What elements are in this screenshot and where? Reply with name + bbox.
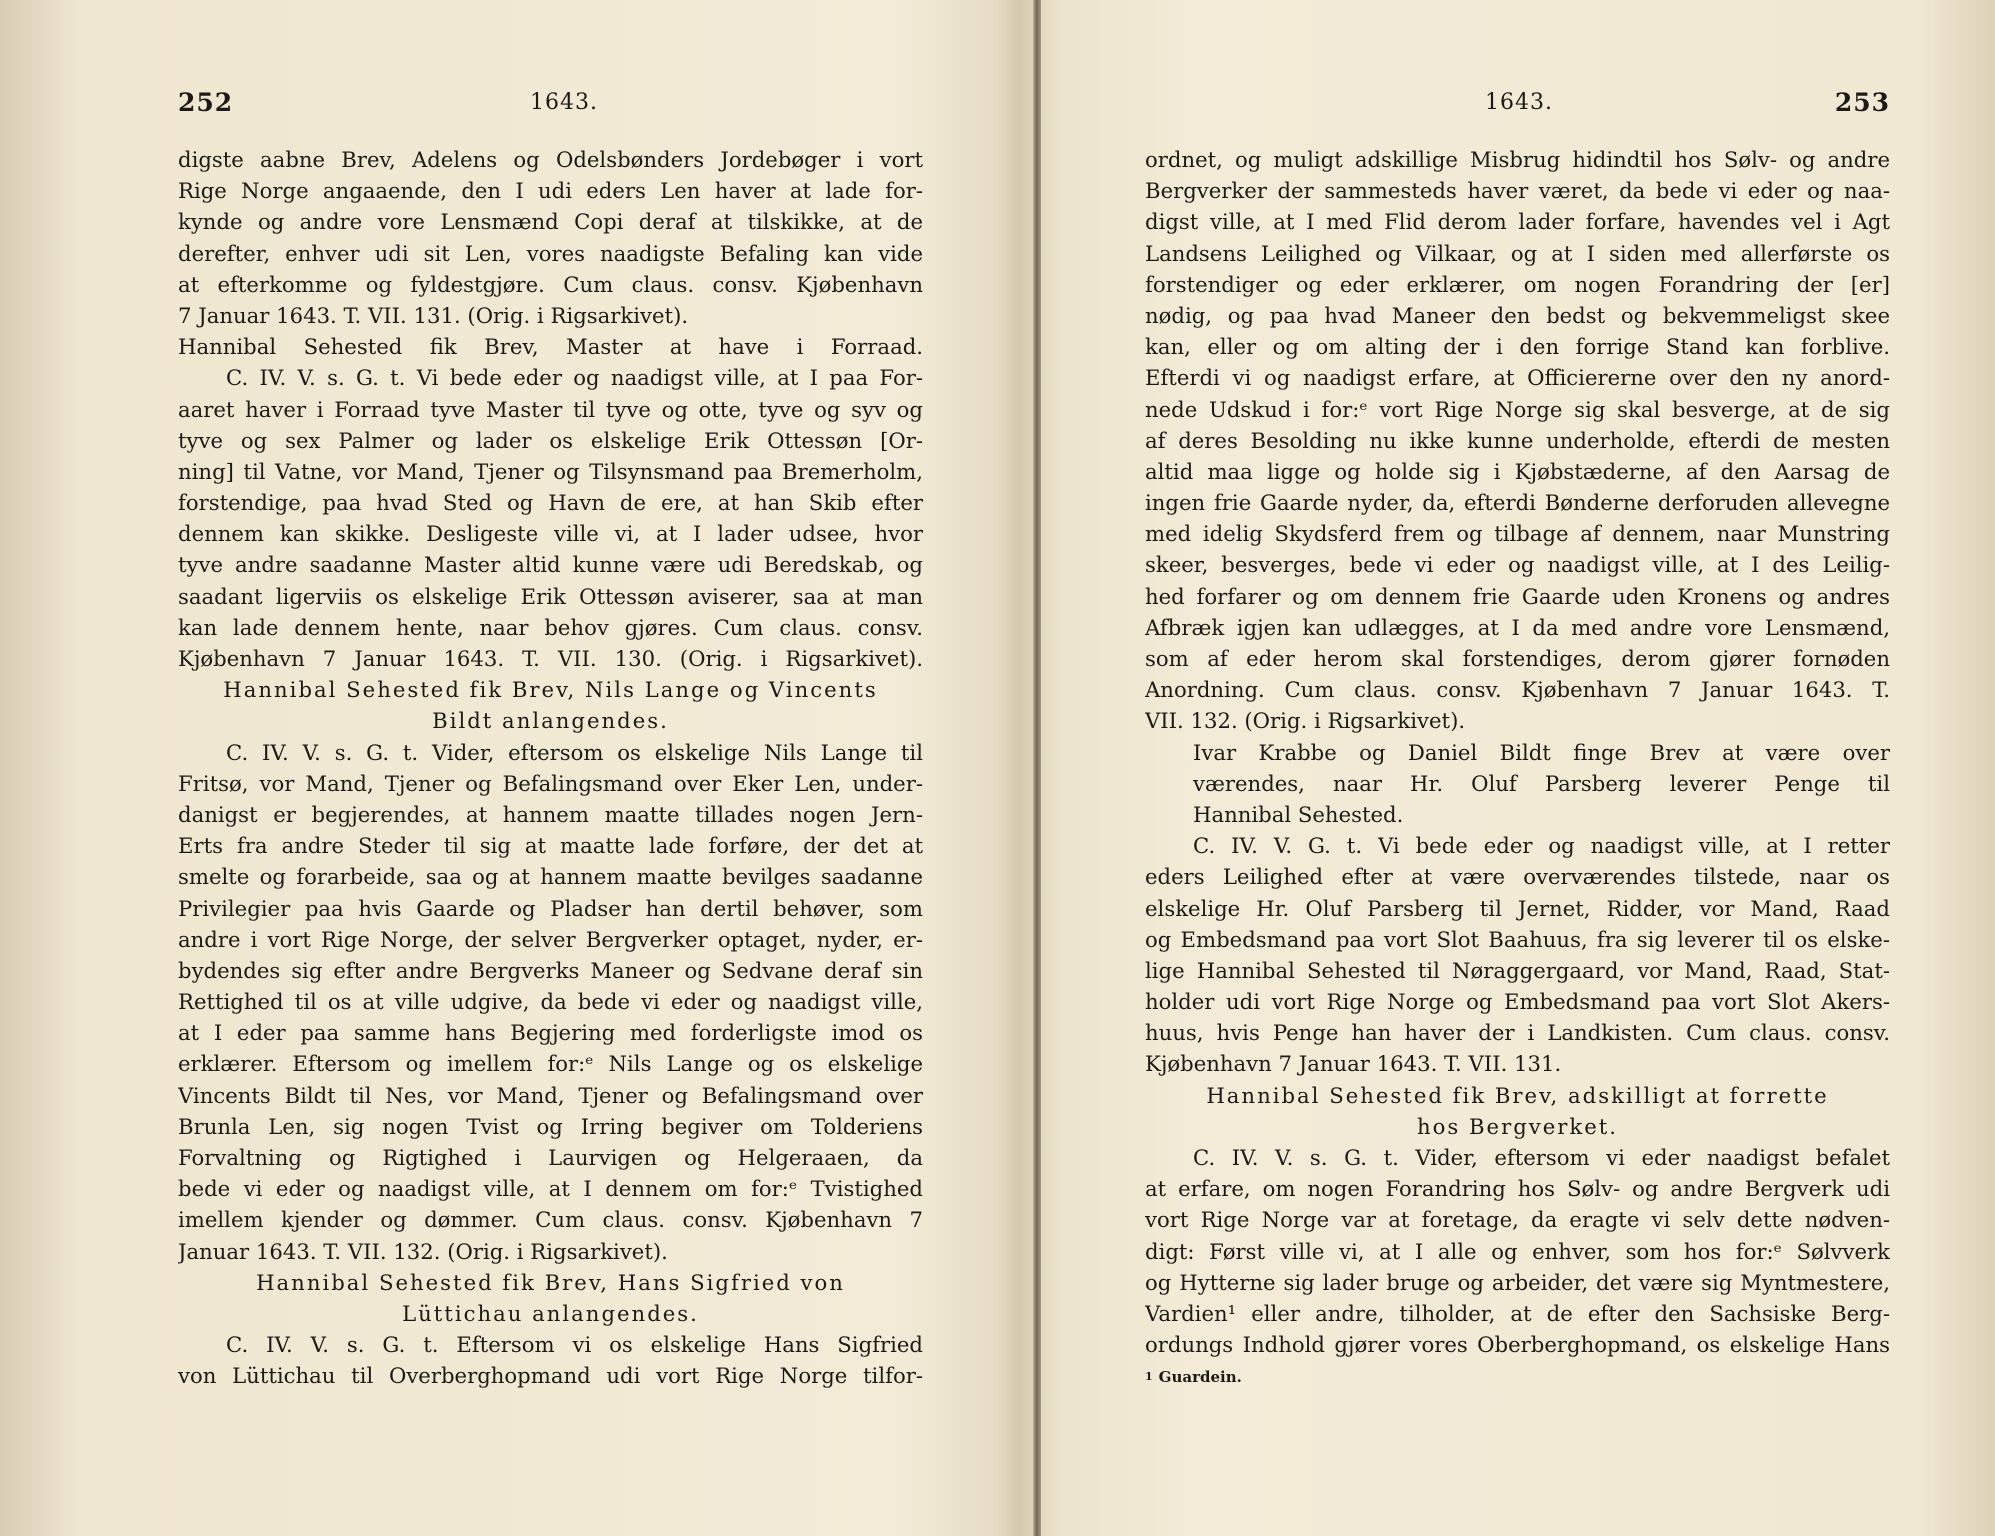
text-line: bede vi eder og naadigst ville, at I dennem om for:ᵉ Tvistighed <box>178 1176 923 1202</box>
text-line: Bergverker der sammesteds haver været, da bede vi eder og naa- <box>1145 178 1890 204</box>
text-line: med idelig Skydsferd frem og tilbage af dennem, naar Munstring <box>1145 521 1890 547</box>
text-line: og Hytterne sig lader bruge og arbeider, det være sig Myntmestere, <box>1145 1269 1890 1295</box>
text-line: derefter, enhver udi sit Len, vores naadigste Befaling kan vide <box>178 240 923 266</box>
text-line: Rettighed til os at ville udgive, da bede vi eder og naadigst ville, <box>178 989 923 1015</box>
text-line: smelte og forarbeide, saa og at hannem maatte bevilges saadanne <box>178 864 923 890</box>
text-line: C. IV. V. s. G. t. Vi bede eder og naadigst ville, at I paa For- <box>226 365 923 391</box>
right-page-text <box>1145 144 1890 1388</box>
text-line: eders Leilighed efter at være overværendes tilstede, naar os <box>1145 864 1890 890</box>
text-line: skeer, besverges, bede vi eder og naadigst ville, at I des Leilig- <box>1145 552 1890 578</box>
text-line: elskelige Hr. Oluf Parsberg til Jernet, Ridder, vor Mand, Raad <box>1145 895 1890 921</box>
text-line: Hannibal Sehested fik Brev, adskilligt at forrette <box>1206 1082 1829 1108</box>
footnote <box>1145 1366 1890 1388</box>
text-line: værendes, naar Hr. Oluf Parsberg leverer Penge til <box>1193 770 1890 796</box>
text-line: kynde og andre vore Lensmænd Copi deraf at tilskikke, at de <box>178 209 923 235</box>
right-page <box>1145 0 1890 1536</box>
text-line: C. IV. V. G. t. Vi bede eder og naadigst ville, at I retter <box>1193 833 1890 859</box>
text-line: saadant ligerviis os elskelige Erik Ottessøn aviserer, saa at man <box>178 583 923 609</box>
text-line: aaret haver i Forraad tyve Master til tyve og otte, tyve og syv og <box>178 396 923 422</box>
text-line: Januar 1643. T. VII. 132. (Orig. i Rigsarkivet). <box>178 1238 668 1264</box>
text-line: Afbræk igjen kan udlægges, at I da med andre vore Lensmænd, <box>1145 614 1890 640</box>
text-line: kan lade dennem hente, naar behov gjøres. Cum claus. consv. <box>178 614 923 640</box>
text-line: og Embedsmand paa vort Slot Baahuus, fra sig leverer til os elske- <box>1145 926 1890 952</box>
text-line: at efterkomme og fyldestgjøre. Cum claus. consv. Kjøbenhavn <box>178 271 923 297</box>
text-line: nede Udskud i for:ᵉ vort Rige Norge sig skal besverge, at de sig <box>1145 396 1890 422</box>
text-line: nødig, og paa hvad Maneer den bedst og bekvemmeligst skee <box>1145 302 1890 328</box>
text-line: Landsens Leilighed og Vilkaar, og at I siden med allerførste os <box>1145 240 1890 266</box>
text-line: Vincents Bildt til Nes, vor Mand, Tjener og Befalingsmand over <box>178 1082 923 1108</box>
text-line: Anordning. Cum claus. consv. Kjøbenhavn 7 Januar 1643. T. <box>1145 677 1890 703</box>
text-line: Privilegier paa hvis Gaarde og Pladser han dertil behøver, som <box>178 895 923 921</box>
text-line: forstendige, paa hvad Sted og Havn de ere, at han Skib efter <box>178 490 923 516</box>
text-line: Ivar Krabbe og Daniel Bildt finge Brev at være over <box>1193 739 1890 765</box>
text-line: ordungs Indhold gjører vores Oberberghopmand, os elskelige Hans <box>1145 1332 1890 1358</box>
right-running-head <box>1145 88 1890 122</box>
text-line: ingen frie Gaarde nyder, da, efterdi Bønderne derforuden allevegne <box>1145 490 1890 516</box>
text-line: dennem kan skikke. Desligeste ville vi, at I lader udsee, hvor <box>178 521 923 547</box>
text-line: altid maa ligge og holde sig i Kjøbstæderne, af den Aarsag de <box>1145 458 1890 484</box>
text-line: danigst er begjerendes, at hannem maatte tillades nogen Jern- <box>178 801 923 827</box>
text-line: von Lüttichau til Overberghopmand udi vort Rige Norge tilfor- <box>178 1363 923 1389</box>
text-line: VII. 132. (Orig. i Rigsarkivet). <box>1145 708 1466 734</box>
left-page <box>178 0 923 1536</box>
left-running-year: 1643. <box>530 90 598 115</box>
text-line: C. IV. V. s. G. t. Eftersom vi os elskelige Hans Sigfried <box>226 1332 923 1358</box>
left-page-number: 252 <box>178 88 234 117</box>
text-line: bydendes sig efter andre Bergverks Maneer og Sedvane deraf sin <box>178 957 923 983</box>
text-line: Hannibal Sehested fik Brev, Nils Lange og Vincents <box>223 677 878 703</box>
right-page-number: 253 <box>1834 88 1890 117</box>
text-line: tyve og sex Palmer og lader os elskelige Erik Ottessøn [Or- <box>178 427 923 453</box>
text-line: forstendiger og eder erklærer, om nogen Forandring der [er] <box>1145 271 1890 297</box>
left-running-head <box>178 88 923 122</box>
left-page-text <box>178 144 923 1392</box>
text-line: Lüttichau anlangendes. <box>402 1300 699 1326</box>
text-line: ordnet, og muligt adskillige Misbrug hidindtil hos Sølv- og andre <box>1145 147 1890 172</box>
text-line: Hannibal Sehested. <box>1193 801 1404 827</box>
text-line: Forvaltning og Rigtighed i Laurvigen og Helgeraaen, da <box>178 1145 923 1170</box>
text-line: holder udi vort Rige Norge og Embedsmand paa vort Slot Akers- <box>1145 989 1890 1015</box>
text-line: at erfare, om nogen Forandring hos Sølv- og andre Bergverk udi <box>1145 1176 1890 1202</box>
text-line: C. IV. V. s. G. t. Vider, eftersom vi eder naadigst befalet <box>1193 1145 1890 1170</box>
text-line: Fritsø, vor Mand, Tjener og Befalingsmand over Eker Len, under- <box>178 770 923 796</box>
text-line: Brunla Len, sig nogen Tvist og Irring begiver om Tolderiens <box>178 1113 923 1139</box>
text-line: tyve andre saadanne Master altid kunne være udi Beredskab, og <box>178 552 923 578</box>
text-line: af deres Besolding nu ikke kunne underholde, efterdi de mesten <box>1145 427 1890 453</box>
text-line: ning] til Vatne, vor Mand, Tjener og Tilsynsmand paa Bremerholm, <box>178 458 923 484</box>
text-line: Vardien¹ eller andre, tilholder, at de efter den Sachsiske Berg- <box>1145 1300 1890 1326</box>
text-line: at I eder paa samme hans Begjering med forderligste imod os <box>178 1020 923 1046</box>
text-line: kan, eller og om alting der i den forrige Stand kan forblive. <box>1145 334 1890 360</box>
text-line: Efterdi vi og naadigst erfare, at Officiererne over den ny anord- <box>1145 365 1890 391</box>
text-line: erklærer. Eftersom og imellem for:ᵉ Nils Lange og os elskelige <box>178 1051 923 1077</box>
text-line: Kjøbenhavn 7 Januar 1643. T. VII. 131. <box>1145 1051 1562 1077</box>
text-line: digst ville, at I med Flid derom lader forfare, havendes vel i Agt <box>1145 209 1890 235</box>
text-line: som af eder herom skal forstendiges, derom gjører fornøden <box>1145 646 1890 671</box>
text-line: Hannibal Sehested fik Brev, Master at have i Forraad. <box>178 334 923 360</box>
book-gutter <box>1033 0 1041 1536</box>
text-line: Rige Norge angaaende, den I udi eders Len haver at lade for- <box>178 178 923 204</box>
text-line: vort Rige Norge var at foretage, da eragte vi selv dette nødven- <box>1145 1207 1890 1233</box>
text-line: 7 Januar 1643. T. VII. 131. (Orig. i Rigsarkivet). <box>178 302 689 328</box>
text-line: hed forfarer og om dennem frie Gaarde uden Kronens og andres <box>1145 583 1890 609</box>
right-running-year: 1643. <box>1485 90 1553 115</box>
text-line: digste aabne Brev, Adelens og Odelsbønders Jordebøger i vort <box>178 147 923 172</box>
footnote-mark: 1 <box>1145 1370 1153 1384</box>
footnote-text: Guardein. <box>1158 1368 1242 1387</box>
text-line: digt: Først ville vi, at I alle og enhver, som hos for:ᵉ Sølvverk <box>1145 1238 1890 1264</box>
text-line: huus, hvis Penge han haver der i Landkisten. Cum claus. consv. <box>1145 1020 1890 1046</box>
text-line: andre i vort Rige Norge, der selver Bergverker optaget, nyder, er- <box>178 926 923 952</box>
text-line: Bildt anlangendes. <box>432 708 669 734</box>
text-line: Erts fra andre Steder til sig at maatte lade forføre, der det at <box>178 833 923 859</box>
text-line: Kjøbenhavn 7 Januar 1643. T. VII. 130. (Orig. i Rigsarkivet). <box>178 646 923 671</box>
text-line: lige Hannibal Sehested til Nøraggergaard, vor Mand, Raad, Stat- <box>1145 957 1890 983</box>
text-line: imellem kjender og dømmer. Cum claus. consv. Kjøbenhavn 7 <box>178 1207 923 1233</box>
text-line: C. IV. V. s. G. t. Vider, eftersom os elskelige Nils Lange til <box>226 739 923 765</box>
text-line: hos Bergverket. <box>1416 1113 1619 1139</box>
text-line: Hannibal Sehested fik Brev, Hans Sigfried von <box>256 1269 845 1295</box>
